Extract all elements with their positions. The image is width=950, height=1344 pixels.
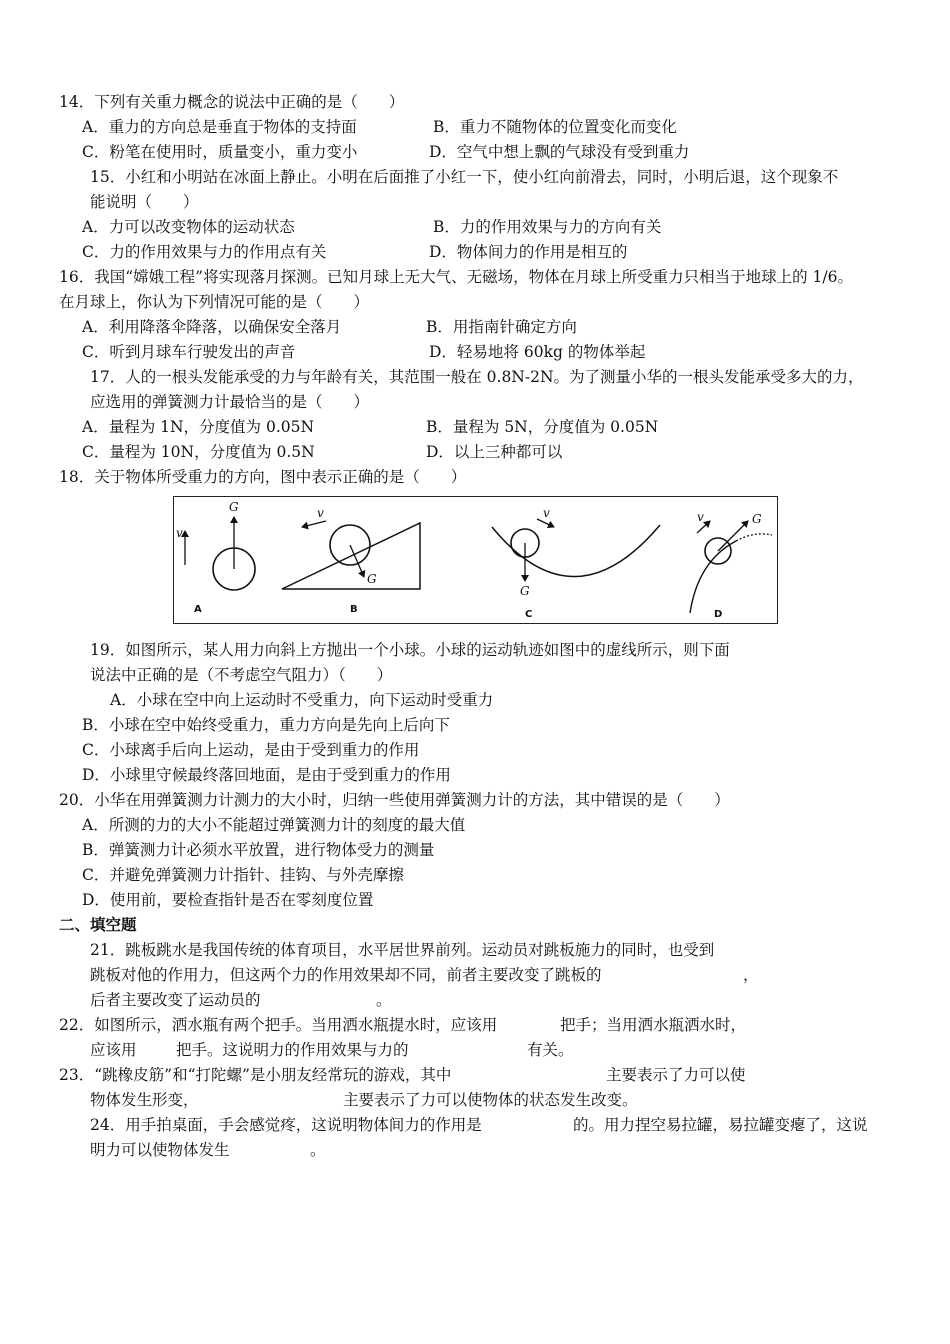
panel-c-track [492,525,660,577]
q20-option-c[interactable]: C．并避免弹簧测力计指针、挂钩、与外壳摩擦 [82,866,404,884]
panel-a [176,500,255,615]
panel-c-g-label: G [520,584,530,598]
q16-option-c[interactable]: C．听到月球车行驶发出的声音 [82,343,296,361]
q15-option-d[interactable]: D．物体间力的作用是相互的 [429,243,628,261]
q17-stem-line2: 应选用的弹簧测力计最恰当的是（ ） [90,393,370,411]
panel-b-incline [282,523,420,589]
q20-stem: 20．小华在用弹簧测力计测力的大小时，归纳一些使用弹簧测力计的方法，其中错误的是（ ） [59,791,730,809]
panel-d-g-label: G [752,512,762,526]
panel-d-label: D [714,609,723,620]
q14-option-c[interactable]: C．粉笔在使用时，质量变小，重力变小 [82,143,358,161]
q17-option-b[interactable]: B．量程为 5N，分度值为 0.05N [426,418,659,436]
section-heading-fill-blank: 二、填空题 [59,915,137,934]
panel-b-label: B [350,604,358,615]
q22-line1-text: 22．如图所示，洒水瓶有两个把手。当用洒水瓶提水时，应该用 [59,1016,498,1034]
q24-line2-end: 。 [310,1141,326,1159]
q21-line2-end: ， [743,966,759,984]
q21-line2-text: 跳板对他的作用力，但这两个力的作用效果却不同，前者主要改变了跳板的 [90,966,602,984]
q24-line2-text: 明力可以使物体发生 [90,1141,230,1159]
panel-c-label: C [525,609,533,620]
q15-stem-line1: 15．小红和小明站在冰面上静止。小明在后面推了小红一下，使小红向前滑去，同时，小明后退，这个现象不 [90,168,839,186]
panel-b [282,506,420,615]
q21-line3-end: 。 [376,991,392,1009]
q21-line3-text: 后者主要改变了运动员的 [90,991,261,1009]
q24-line1-text: 24．用手拍桌面，手会感觉疼，这说明物体间力的作用是 [90,1116,482,1134]
q16-option-b[interactable]: B．用指南针确定方向 [426,318,577,336]
panel-d [690,510,772,620]
q23-line2-end: 主要表示了力可以使物体的状态发生改变。 [343,1091,638,1109]
q16-option-a[interactable]: A．利用降落伞降落，以确保安全落月 [82,318,342,336]
q19-stem-line1: 19．如图所示，某人用力向斜上方抛出一个小球。小球的运动轨迹如图中的虚线所示，则下面 [90,641,730,659]
q16-stem-line2: 在月球上，你认为下列情况可能的是（ ） [59,293,370,311]
q22-line2-mid: 把手。这说明力的作用效果与力的 [176,1041,409,1059]
q20-option-a[interactable]: A．所测的力的大小不能超过弹簧测力计的刻度的最大值 [82,816,466,834]
figure-canvas [174,497,777,623]
panel-c [492,506,660,620]
q15-stem-line2: 能说明（ ） [90,193,199,211]
panel-d-v-label: v [697,510,704,524]
panel-a-g-label: G [229,500,239,514]
q18-stem: 18．关于物体所受重力的方向，图中表示正确的是（ ） [59,468,467,486]
q21-line1: 21．跳板跳水是我国传统的体育项目，水平居世界前列。运动员对跳板施力的同时，也受到 [90,941,715,959]
panel-d-trajectory-dashed [736,534,772,541]
q19-option-d[interactable]: D．小球里守候最终落回地面，是由于受到重力的作用 [82,766,451,784]
q22-line1-end: 把手；当用洒水瓶洒水时， [560,1016,747,1034]
q14-stem: 14．下列有关重力概念的说法中正确的是（ ） [59,93,405,111]
q22-line2-start: 应该用 [90,1041,137,1059]
panel-a-label: A [194,604,202,615]
q15-option-b[interactable]: B．力的作用效果与力的方向有关 [433,218,662,236]
q19-option-a[interactable]: A．小球在空中向上运动时不受重力，向下运动时受重力 [110,691,494,709]
panel-d-trajectory-left [690,541,736,613]
q14-option-b[interactable]: B．重力不随物体的位置变化而变化 [433,118,677,136]
panel-c-velocity-arrow [537,519,554,527]
q24-line1-end: 的。用力捏空易拉罐，易拉罐变瘪了，这说 [573,1116,868,1134]
q16-option-d[interactable]: D．轻易地将 60kg 的物体举起 [429,343,646,361]
q19-stem-line2: 说法中正确的是（不考虑空气阻力）（ ） [90,666,393,684]
q14-option-a[interactable]: A．重力的方向总是垂直于物体的支持面 [82,118,357,136]
q19-option-c[interactable]: C．小球离手后向上运动，是由于受到重力的作用 [82,741,420,759]
q23-line2-start: 物体发生形变， [90,1091,199,1109]
q14-option-d[interactable]: D．空气中想上飘的气球没有受到重力 [429,143,690,161]
q23-line1-end: 主要表示了力可以使 [606,1066,746,1084]
q17-option-a[interactable]: A．量程为 1N，分度值为 0.05N [82,418,315,436]
q23-line1-text: 23．“跳橡皮筋”和“打陀螺”是小朋友经常玩的游戏，其中 [59,1066,452,1084]
panel-b-velocity-arrow [302,521,326,527]
q15-option-c[interactable]: C．力的作用效果与力的作用点有关 [82,243,327,261]
panel-a-v-label: v [176,526,183,540]
q16-stem-line1: 16．我国“嫦娥工程”将实现落月探测。已知月球上无大气、无磁场，物体在月球上所受重力只相当于地球上的 1/6。 [59,268,853,286]
panel-c-v-label: v [543,506,550,520]
q20-option-b[interactable]: B．弹簧测力计必须水平放置，进行物体受力的测量 [82,841,435,859]
q22-line2-end: 有关。 [527,1041,574,1059]
q19-option-b[interactable]: B．小球在空中始终受重力，重力方向是先向上后向下 [82,716,450,734]
q20-option-d[interactable]: D．使用前，要检查指针是否在零刻度位置 [82,891,374,909]
q17-stem-line1: 17．人的一根头发能承受的力与年龄有关，其范围一般在 0.8N-2N。为了测量小华的一根头发能承受多大的力， [90,368,864,386]
panel-b-v-label: v [317,506,324,520]
q17-option-d[interactable]: D．以上三种都可以 [426,443,563,461]
panel-b-g-label: G [367,572,377,586]
gravity-direction-figure [173,496,778,624]
q17-option-c[interactable]: C．量程为 10N，分度值为 0.5N [82,443,315,461]
q15-option-a[interactable]: A．力可以改变物体的运动状态 [82,218,295,236]
panel-d-gravity-arrow [718,521,748,551]
